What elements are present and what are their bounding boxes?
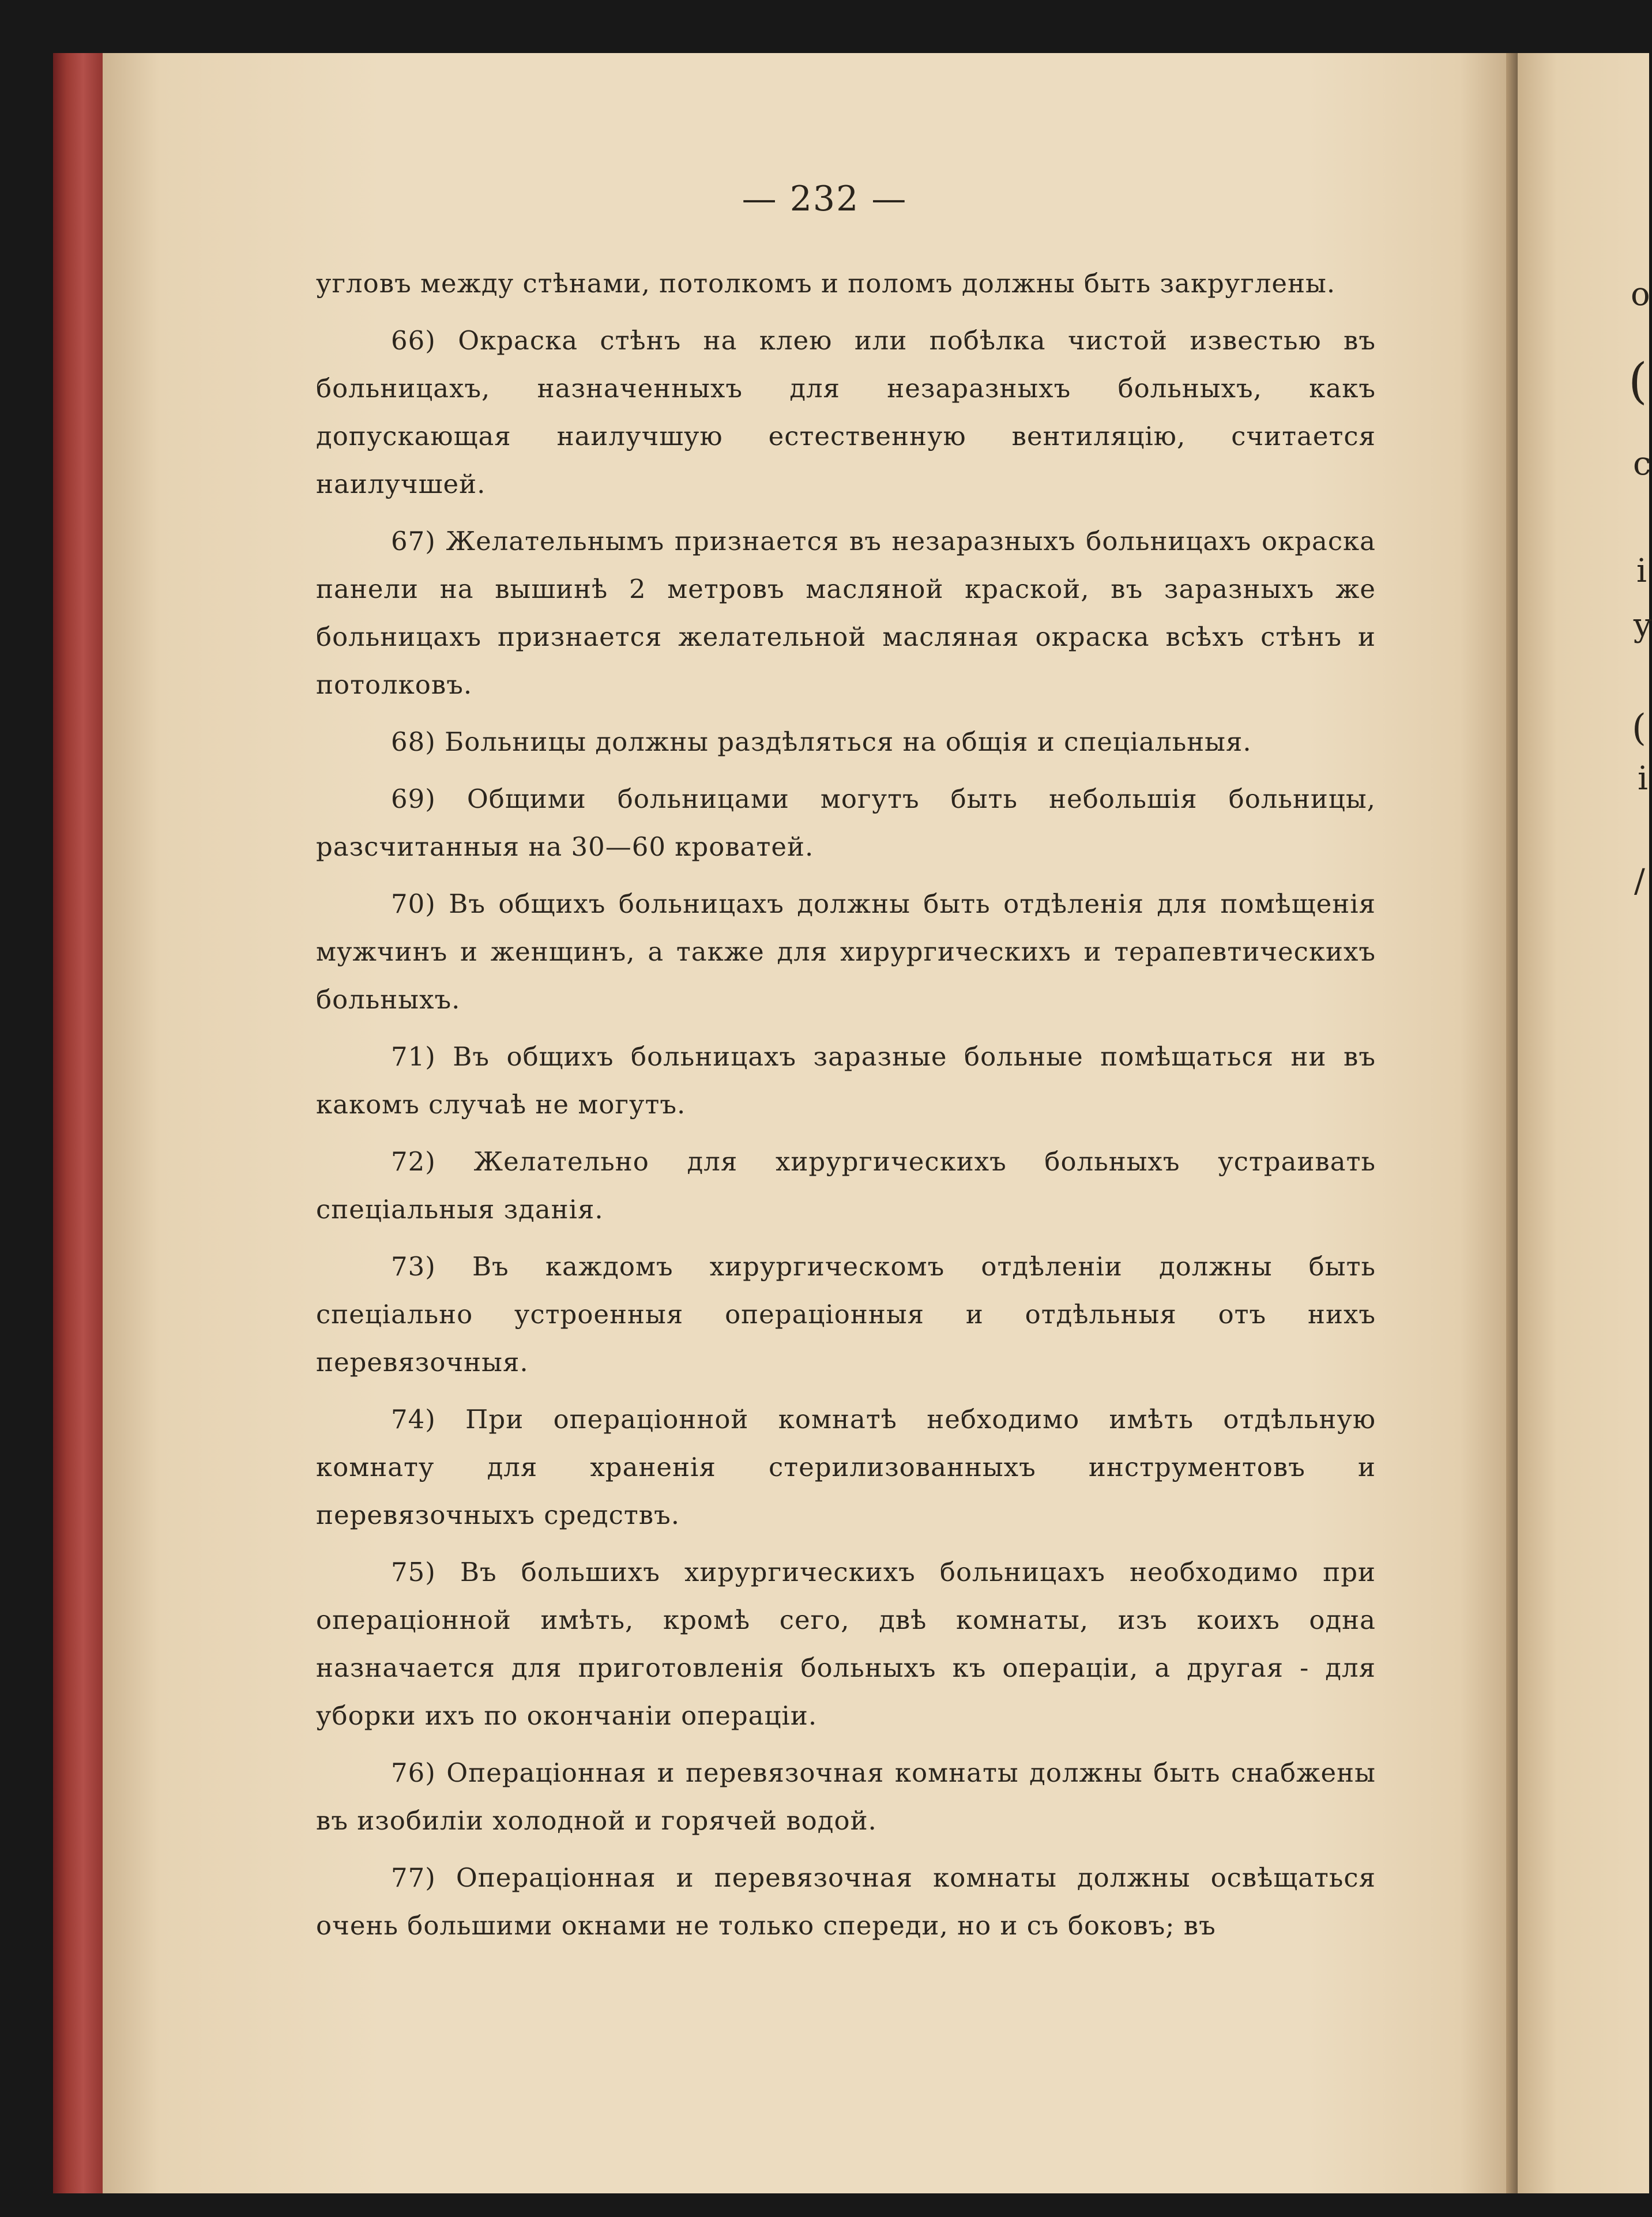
paragraph-76: 76) Операціонная и перевязочная комнаты должны быть снабжены въ изобиліи холодной и горячей водой.: [316, 1757, 1376, 1836]
paragraph-75: 75) Въ большихъ хирургическихъ больницахъ необходимо при операціонной имѣть, кромѣ сего, двѣ комнаты, изъ коихъ одна назначается для приготовленія больныхъ къ операціи, а другая - для уборки ихъ по окончаніи операціи.: [316, 1557, 1376, 1731]
facing-page-fragment: (: [1628, 353, 1647, 409]
paragraph-77: 77) Операціонная и перевязочная комнаты должны освѣщаться очень большими окнами не только спереди, но и съ боковъ; въ: [316, 1862, 1376, 1941]
paragraph-68: 68) Больницы должны раздѣляться на общія и спеціальныя.: [391, 727, 1252, 757]
facing-page-fragment: у: [1633, 607, 1652, 644]
page-text: [316, 259, 1376, 1959]
paragraph-67: 67) Желательнымъ признается въ незаразныхъ больницахъ окраска панели на вышинѣ 2 метровъ масляной краской, въ заразныхъ же больницахъ признается желательной масляная окраска всѣхъ стѣнъ и потолковъ.: [316, 526, 1376, 700]
paragraph-71: 71) Въ общихъ больницахъ заразные больные помѣщаться ни въ какомъ случаѣ не могутъ.: [316, 1041, 1376, 1120]
page-number: — 232 —: [742, 179, 908, 219]
paragraph-74: 74) При операціонной комнатѣ небходимо имѣть отдѣльную комнату для храненія стерилизованныхъ инструментовъ и перевязочныхъ средствъ.: [316, 1404, 1376, 1530]
book-edge: [53, 53, 108, 2193]
facing-page-fragment: і: [1638, 760, 1648, 797]
paragraph-continuation: угловъ между стѣнами, потолкомъ и поломъ должны быть закруглены.: [316, 268, 1336, 299]
facing-page-fragment: о: [1631, 276, 1650, 313]
facing-page-fragment: /: [1634, 863, 1645, 900]
paragraph-66: 66) Окраска стѣнъ на клею или побѣлка чистой известью въ больницахъ, назначенныхъ для незаразныхъ больныхъ, какъ допускающая наилучшую естественную вентиляцію, считается наилучшей.: [316, 325, 1376, 499]
facing-page-fragment: (: [1632, 707, 1646, 750]
facing-page: [1518, 53, 1652, 2193]
paragraph-73: 73) Въ каждомъ хирургическомъ отдѣленіи должны быть спеціально устроенныя операціонныя и отдѣльныя отъ нихъ перевязочныя.: [316, 1251, 1376, 1377]
facing-page-fragment: с: [1633, 445, 1651, 483]
facing-page-fragment: і: [1636, 552, 1647, 590]
paragraph-69: 69) Общими больницами могутъ быть небольшія больницы, разсчитанныя на 30—60 кроватей.: [316, 784, 1376, 862]
paragraph-72: 72) Желательно для хирургическихъ больныхъ устраивать спеціальныя зданія.: [316, 1146, 1376, 1225]
paragraph-70: 70) Въ общихъ больницахъ должны быть отдѣленія для помѣщенія мужчинъ и женщинъ, а также для хирургическихъ и терапевтическихъ больныхъ.: [316, 889, 1376, 1015]
